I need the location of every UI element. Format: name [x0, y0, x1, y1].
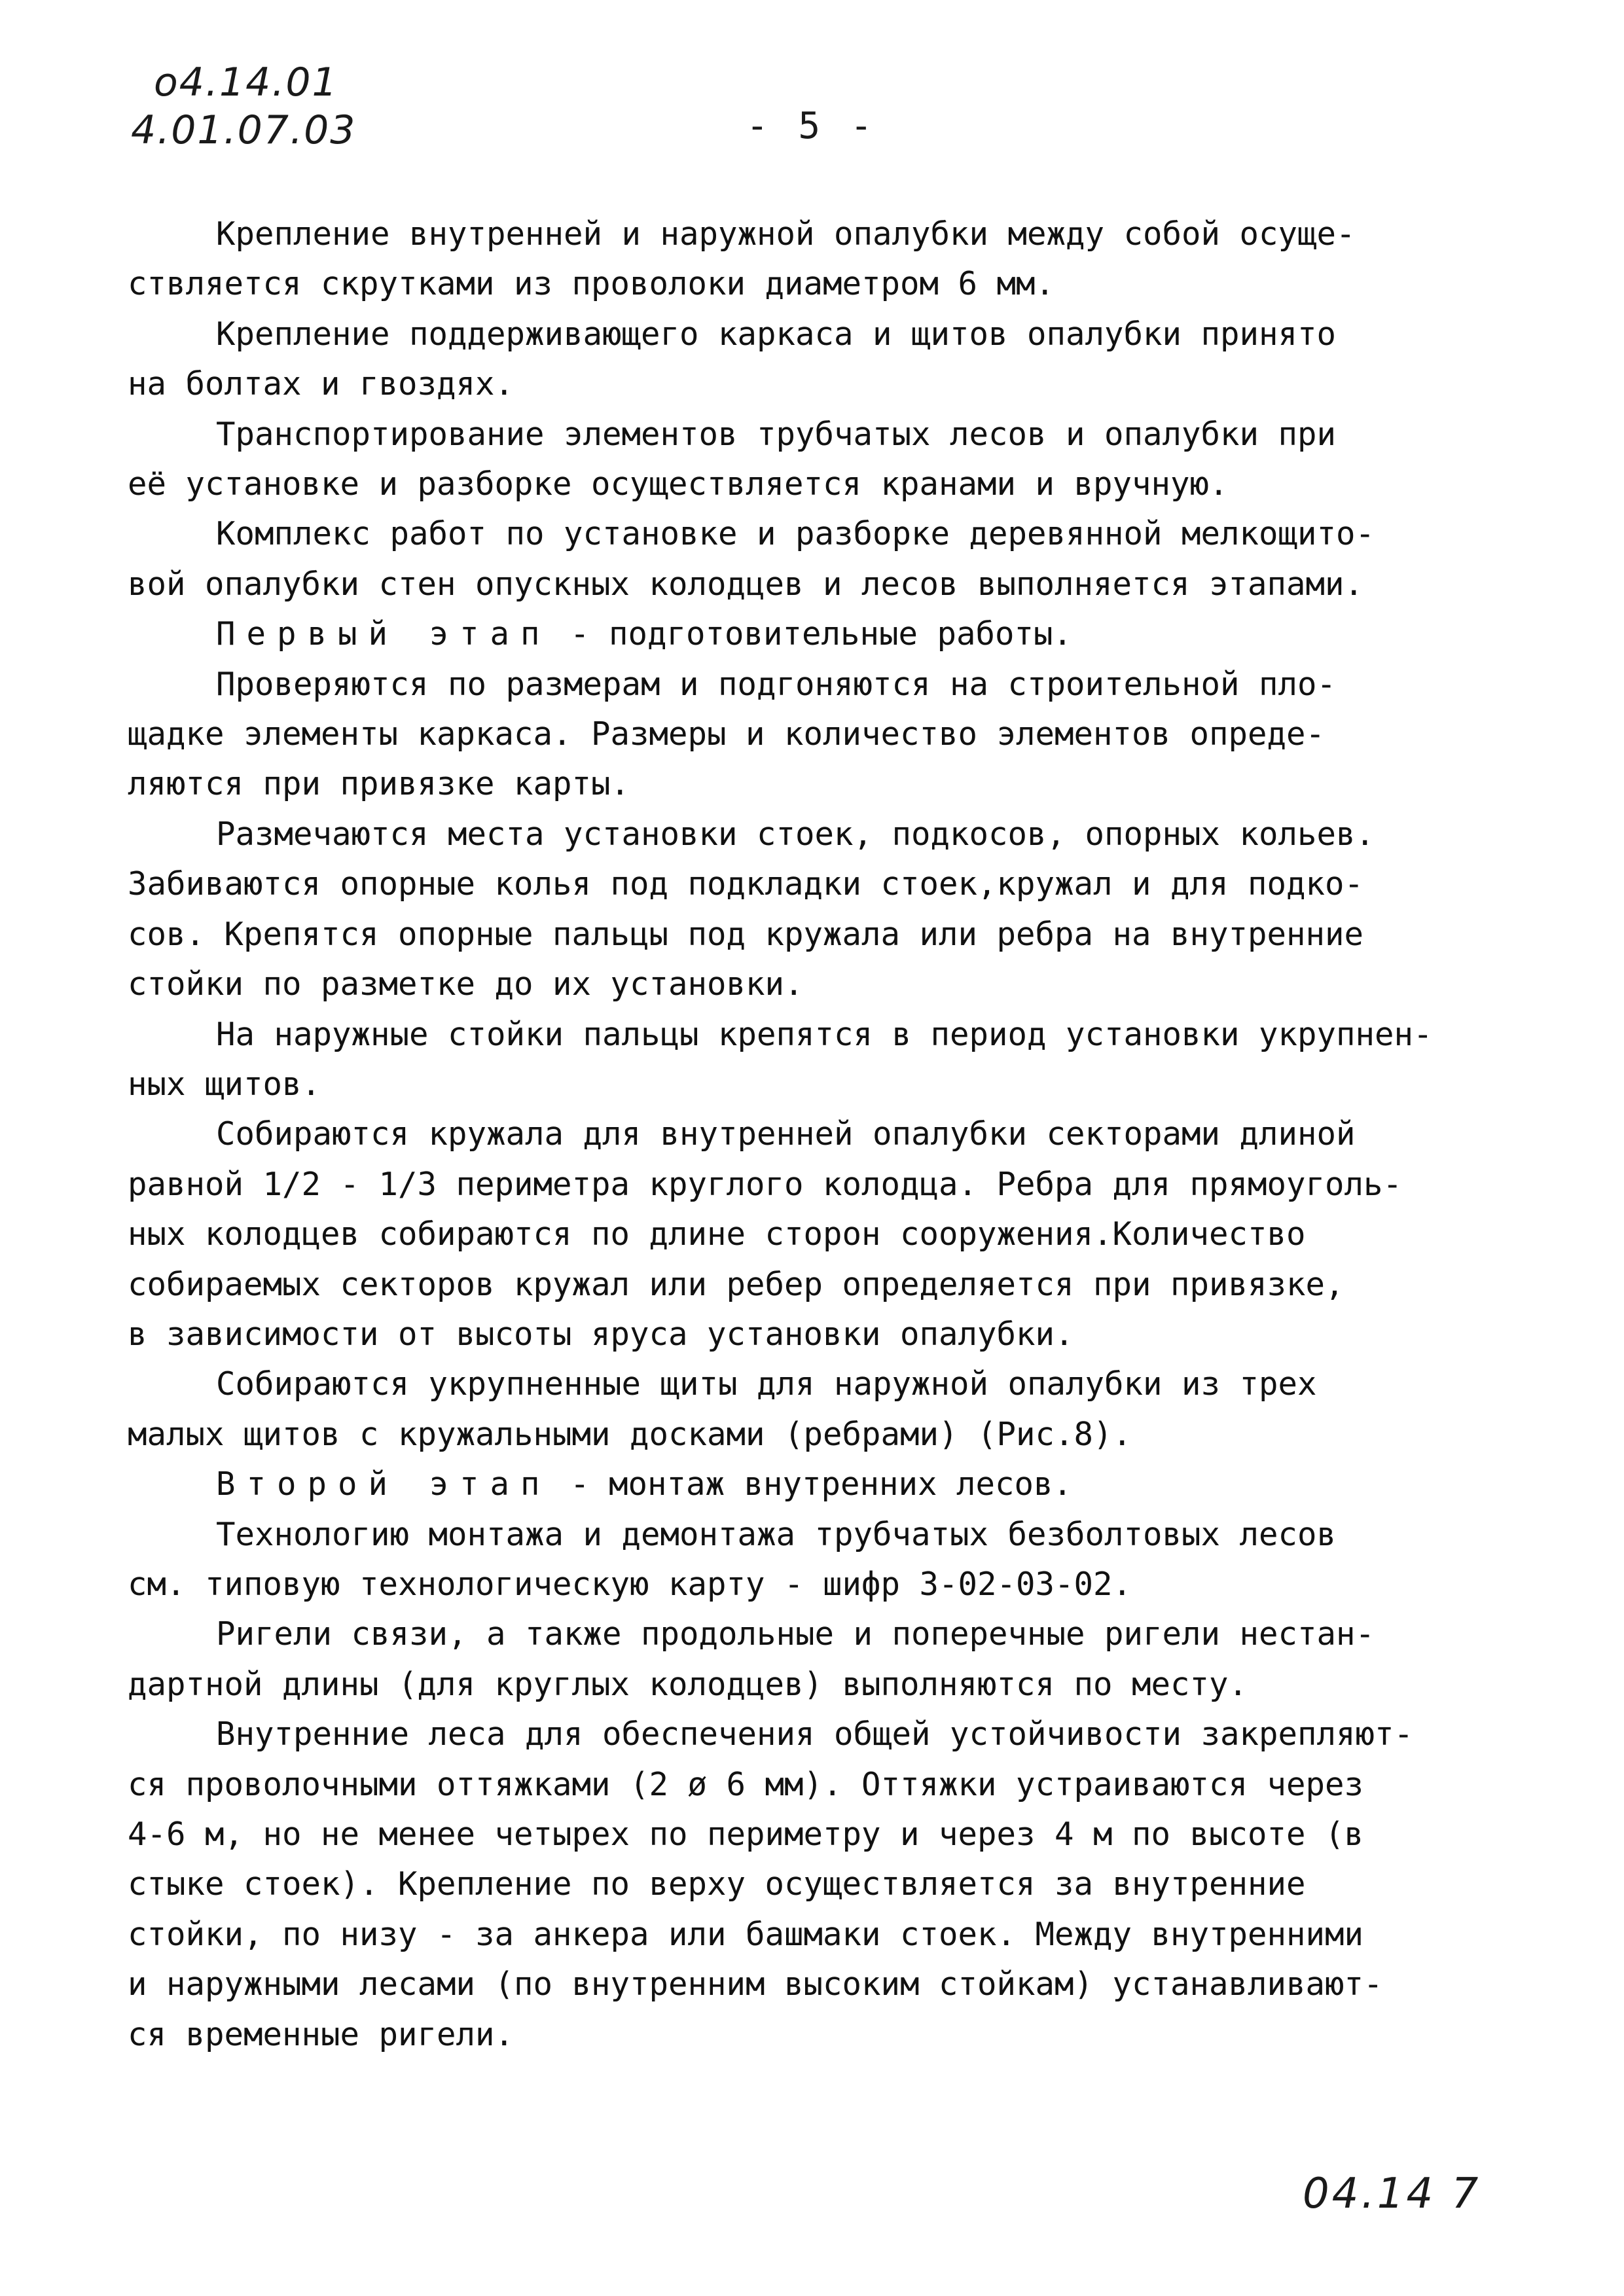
- text-line: дартной длины (для круглых колодцев) выполняются по месту.: [128, 1665, 1248, 1703]
- text-line: сов. Крепятся опорные пальцы под кружала или ребра на внутренние: [128, 915, 1364, 953]
- handwritten-code-line1: о4.14.01: [154, 60, 338, 105]
- stage-heading-line: [128, 609, 1528, 659]
- text-line: стойки по разметке до их установки.: [128, 965, 804, 1003]
- stage-heading: Второй этап: [216, 1465, 551, 1503]
- text-line: вой опалубки стен опускных колодцев и лесов выполняется этапами.: [128, 565, 1364, 603]
- body-text: [128, 209, 1528, 2060]
- text-line: Технологию монтажа и демонтажа трубчатых безболтовых лесов: [216, 1515, 1337, 1553]
- stage-description: - подготовительные работы.: [550, 615, 1073, 653]
- text-line: 4-6 м, но не менее четырех по периметру и через 4 м по высоте (в: [128, 1816, 1364, 1853]
- text-line: ся проволочными оттяжками (2 ø 6 мм). Оттяжки устраиваются через: [128, 1765, 1364, 1803]
- text-line: ляются при привязке карты.: [128, 765, 630, 803]
- handwritten-footer-code: 04.14 7: [1303, 2170, 1481, 2218]
- text-line: малых щитов с кружальными досками (ребрами) (Рис.8).: [128, 1415, 1132, 1453]
- text-line: Ригели связи, а также продольные и поперечные ригели нестан-: [216, 1615, 1375, 1653]
- text-line: стойки, по низу - за анкера или башмаки стоек. Между внутренними: [128, 1915, 1364, 1953]
- text-line: На наружные стойки пальцы крепятся в период установки укрупнен-: [216, 1015, 1433, 1053]
- text-line: щадке элементы каркаса. Размеры и количество элементов опреде-: [128, 715, 1326, 753]
- page-number: - 5 -: [746, 105, 876, 147]
- text-line: ных щитов.: [128, 1065, 321, 1103]
- handwritten-code-line2: 4.01.07.03: [131, 107, 357, 153]
- stage-description: - монтаж внутренних лесов.: [550, 1465, 1073, 1503]
- text-line: её установке и разборке осуществляется кранами и вручную.: [128, 465, 1229, 503]
- text-line: ся временные ригели.: [128, 2015, 514, 2053]
- text-line: Комплекс работ по установке и разборке деревянной мелкощито-: [216, 515, 1375, 553]
- text-line: в зависимости от высоты яруса установки опалубки.: [128, 1315, 1074, 1353]
- text-line: Собираются укрупненные щиты для наружной опалубки из трех: [216, 1365, 1317, 1403]
- text-line: Проверяются по размерам и подгоняются на строительной пло-: [216, 665, 1337, 703]
- text-line: и наружными лесами (по внутренним высоким стойкам) устанавливают-: [128, 1965, 1383, 2003]
- text-line: ных колодцев собираются по длине сторон сооружения.Количество: [128, 1215, 1306, 1253]
- text-line: ствляется скрутками из проволоки диаметром 6 мм.: [128, 265, 1055, 303]
- text-line: на болтах и гвоздях.: [128, 365, 514, 403]
- text-line: Транспортирование элементов трубчатых лесов и опалубки при: [216, 415, 1337, 453]
- text-line: Внутренние леса для обеспечения общей устойчивости закрепляют-: [216, 1715, 1414, 1753]
- text-line: Крепление внутренней и наружной опалубки между собой осуще-: [216, 215, 1356, 253]
- text-line: собираемых секторов кружал или ребер определяется при привязке,: [128, 1265, 1344, 1303]
- text-line: стыке стоек). Крепление по верху осуществляется за внутренние: [128, 1865, 1306, 1903]
- text-line: Забиваются опорные колья под подкладки стоек,кружал и для подко-: [128, 865, 1364, 903]
- text-line: Размечаются места установки стоек, подкосов, опорных кольев.: [216, 815, 1375, 853]
- stage-heading-line: [128, 1460, 1528, 1509]
- text-line: см. типовую технологическую карту - шифр 3-02-03-02.: [128, 1565, 1132, 1603]
- stage-heading: Первый этап: [216, 615, 551, 653]
- text-line: Крепление поддерживающего каркаса и щитов опалубки принято: [216, 315, 1337, 353]
- text-line: равной 1/2 - 1/3 периметра круглого колодца. Ребра для прямоуголь-: [128, 1165, 1403, 1203]
- text-line: Собираются кружала для внутренней опалубки секторами длиной: [216, 1115, 1356, 1153]
